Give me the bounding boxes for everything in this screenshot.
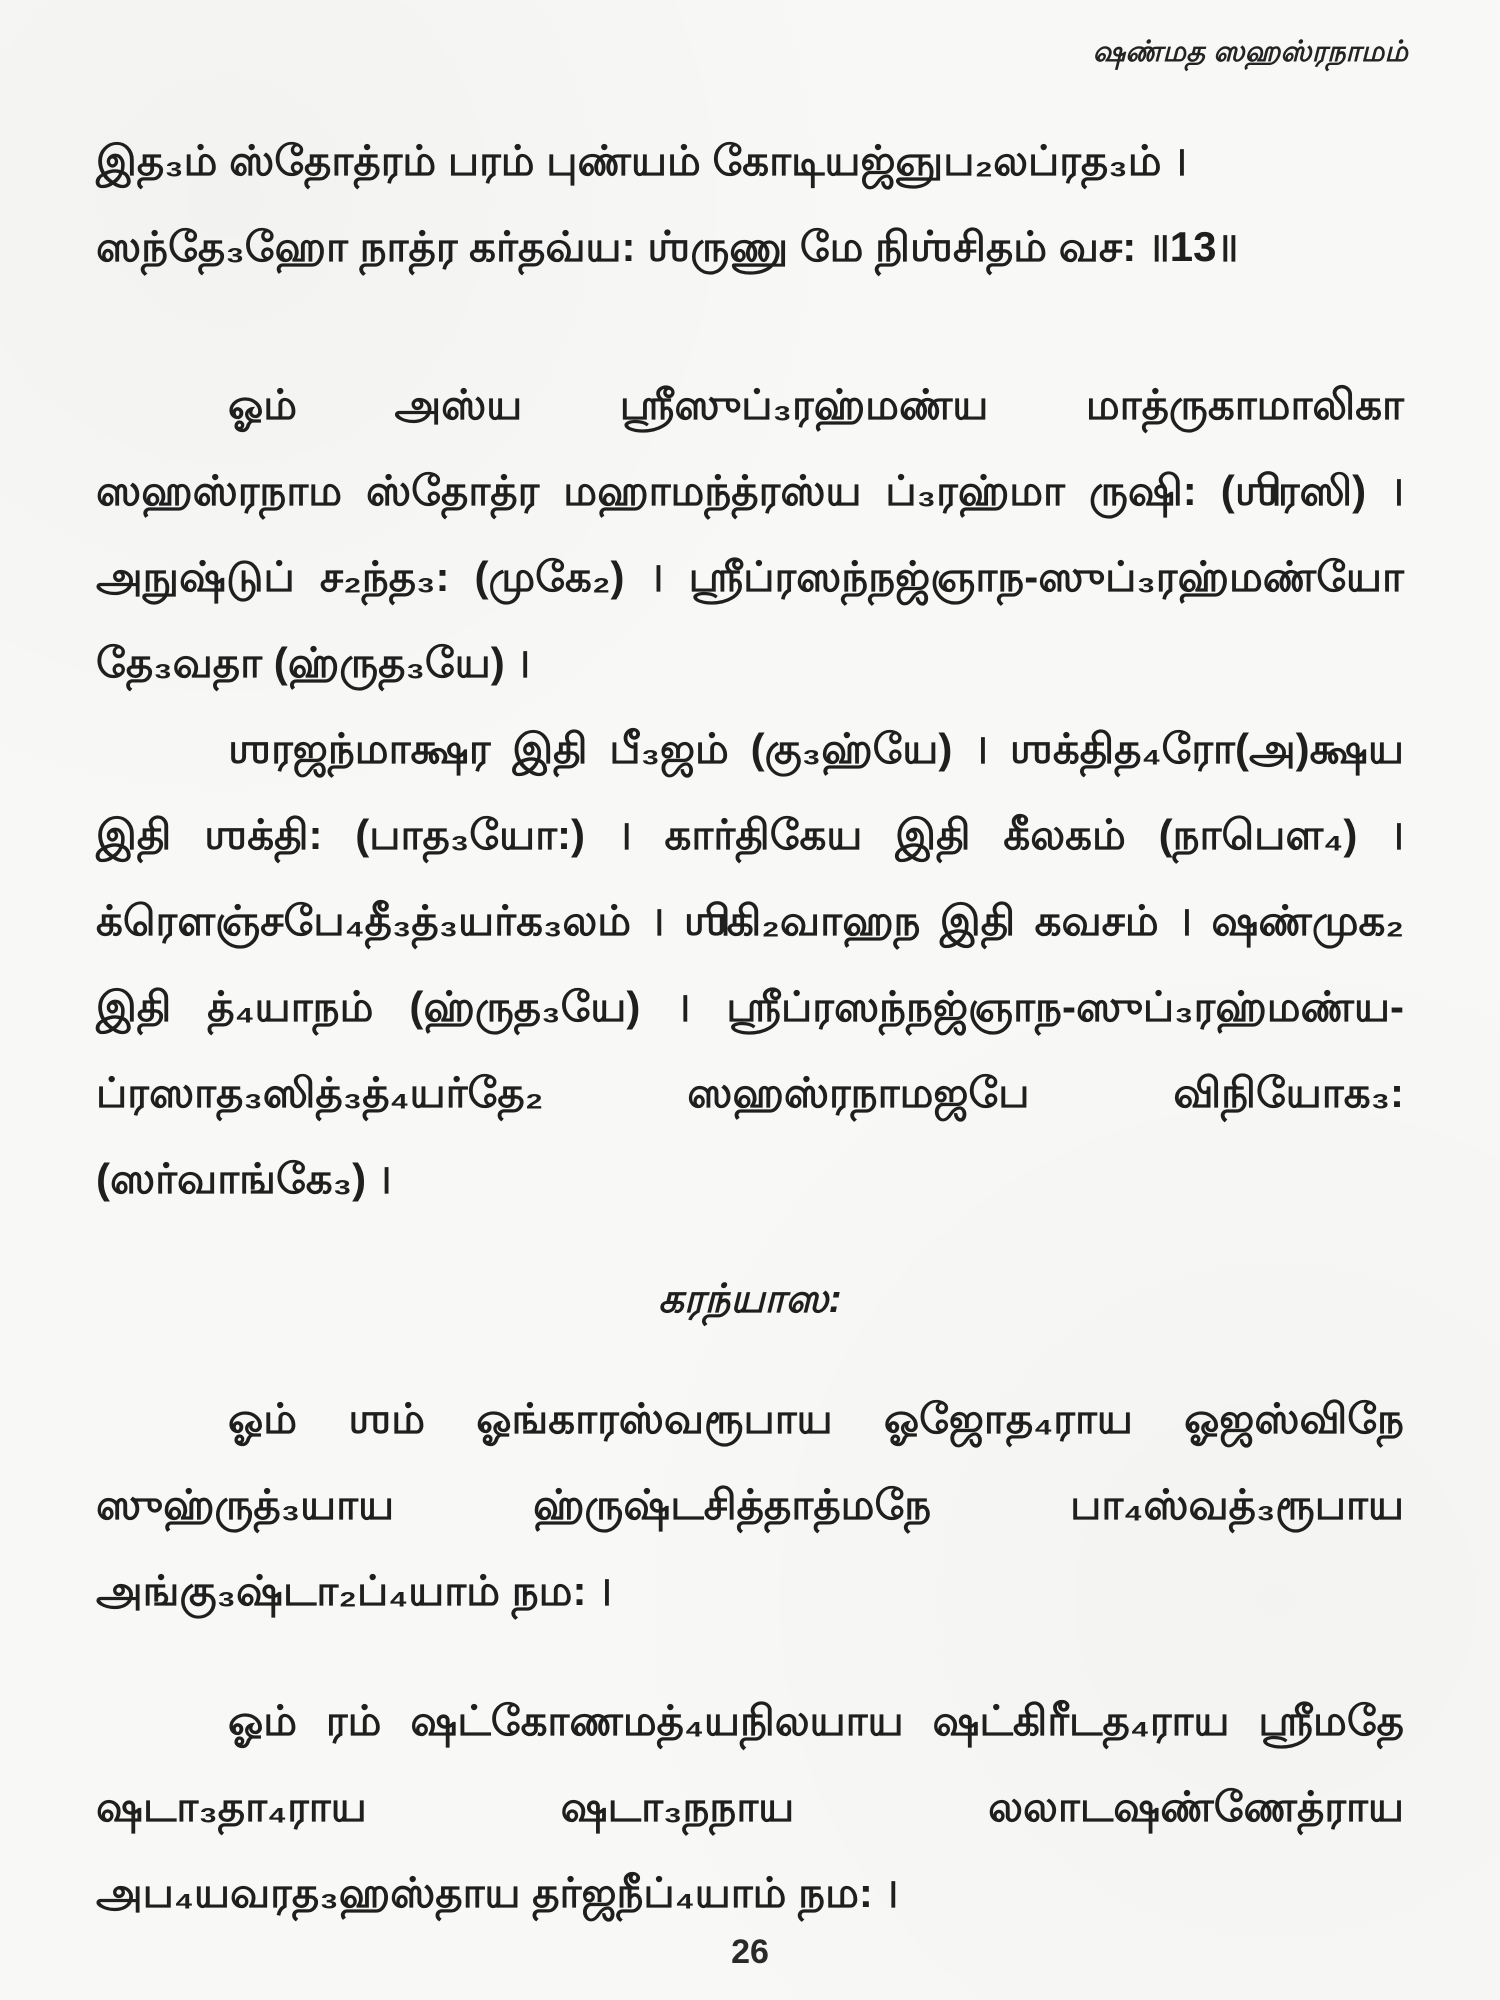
page-content (96, 118, 1404, 1936)
karanyasa-paragraph-2: ஓம் ரம் ஷட்கோணமத்₄யநிலயாய ஷட்கிரீடத₄ராய ஶ்ரீமதே ஷடா₃தா₄ராய ஷடா₃நநாய லலாடஷண்ணேத்ராய அப₄யவரத₃ஹஸ்தாய தர்ஜநீப்₄யாம் நம: । (96, 1697, 1404, 1916)
viniyoga-paragraph-1: ஓம் அஸ்ய ஶ்ரீஸுப்₃ரஹ்மண்ய மாத்ருகாமாலிகா ஸஹஸ்ரநாம ஸ்தோத்ர மஹாமந்த்ரஸ்ய ப்₃ரஹ்மா ருஷி: (ஶிரஸி) । அநுஷ்டுப் ச₂ந்த₃: (முகே₂) । ஶ்ரீப்ரஸந்நஜ்ஞாந-ஸுப்₃ரஹ்மண்யோ தே₃வதா (ஹ்ருத₃யே) । (96, 381, 1404, 686)
verse-line-2: ஸந்தே₃ஹோ நாத்ர கர்தவ்ய: ஶ்ருணு மே நிஶ்சிதம் வச: ॥13॥ (96, 223, 1239, 270)
page-number: 26 (731, 1933, 769, 1971)
karanyasa-title: கரந்யாஸ: (658, 1277, 842, 1321)
viniyoga-paragraph-2: ஶரஜந்மாக்ஷர இதி பீ₃ஜம் (கு₃ஹ்யே) । ஶக்தித₄ரோ(அ)க்ஷய இதி ஶக்தி: (பாத₃யோ:) । கார்திகேய இதி கீலகம் (நாபௌ₄) । க்ரௌஞ்சபே₄தீ₃த்₃யர்க₃லம் । ஶிகி₂வாஹந இதி கவசம் । ஷண்முக₂ இதி த்₄யாநம் (ஹ்ருத₃யே) । ஶ்ரீப்ரஸந்நஜ்ஞாந-ஸுப்₃ரஹ்மண்ய-ப்ரஸாத₃ஸித்₃த்₄யர்தே₂ ஸஹஸ்ரநாமஜபே விநியோக₃: (ஸர்வாங்கே₃) । (96, 725, 1404, 1202)
verse-line-1: இத₃ம் ஸ்தோத்ரம் பரம் புண்யம் கோடியஜ்ஞுப₂லப்ரத₃ம் । (96, 137, 1188, 184)
running-header-title: ஷண்மத ஸஹஸ்ரநாமம் (1092, 36, 1408, 68)
karanyasa-paragraph-1: ஓம் ஶம் ஓங்காரஸ்வரூபாய ஓஜோத₄ராய ஓஜஸ்விநே ஸுஹ்ருத்₃யாய ஹ்ருஷ்டசித்தாத்மநே பா₄ஸ்வத்₃ரூபாய அங்கு₃ஷ்டா₂ப்₄யாம் நம: । (96, 1395, 1404, 1614)
